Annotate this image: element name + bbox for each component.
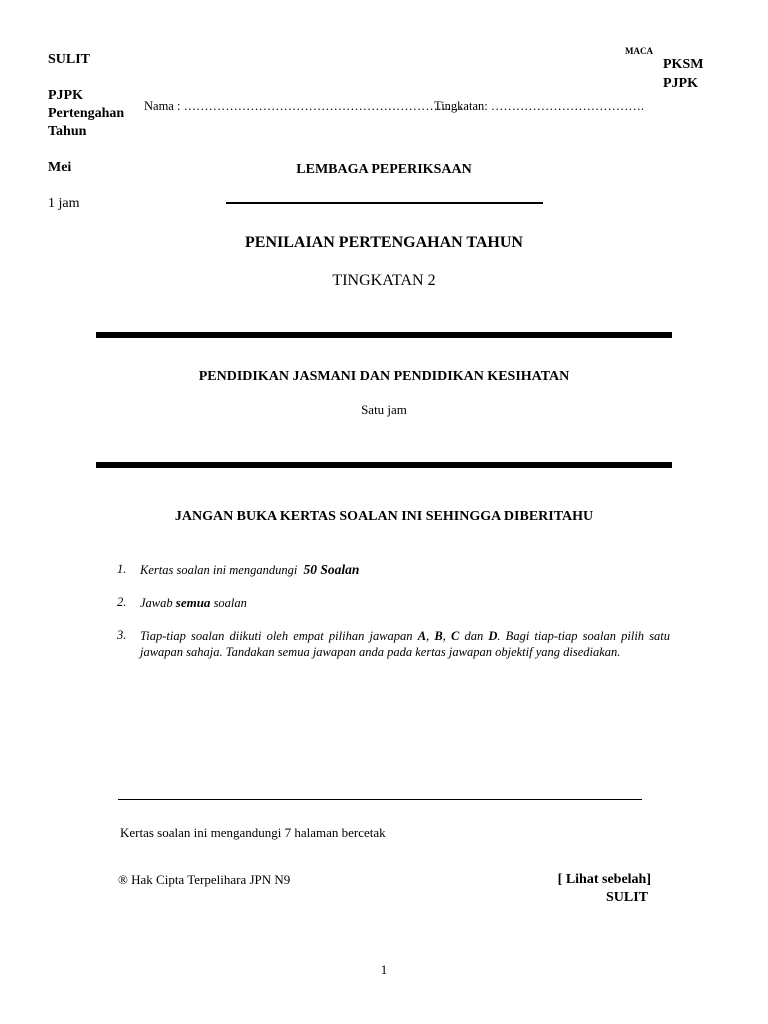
instruction-3-text-b: . Bagi tiap-tiap soalan pilih satu jawapan sahaja. Tandakan semua jawapan anda pada kertas jawapan objektif yang disediakan. — [140, 629, 671, 659]
instruction-3-dan: dan — [464, 629, 484, 643]
maca-label: MACA — [625, 46, 653, 56]
instruction-2-emphasis: semua — [175, 595, 211, 610]
thick-divider-bottom — [96, 462, 672, 468]
footer-divider — [118, 799, 642, 800]
tingkatan-field: Tingkatan: ………………………………. — [434, 99, 644, 113]
month-label: Mei — [48, 160, 72, 175]
sulit-label: SULIT — [48, 52, 91, 67]
instruction-2 — [140, 595, 670, 611]
lembaga-heading: LEMBAGA PEPERIKSAAN — [296, 162, 472, 177]
pjpk-label-left: PJPK — [48, 88, 83, 103]
footer-sulit-label: SULIT — [605, 890, 648, 905]
option-b: B — [434, 629, 443, 643]
option-a: A — [417, 629, 427, 643]
instruction-3: Tiap-tiap soalan diikuti oleh empat pilihan jawapan A, B, C dan D. Bagi tiap-tiap soalan pilih satu jawapan sahaja. Tandakan semua jawapan anda pada kertas jawapan objektif yang disediakan. — [140, 629, 671, 659]
thick-divider-top — [96, 332, 672, 338]
instruction-3-number: 3. — [117, 628, 127, 642]
instruction-3-text-a: Tiap-tiap soalan diikuti oleh empat pilihan jawapan — [140, 629, 413, 643]
pjpk-label-right: PJPK — [663, 76, 698, 91]
tahun-label: Tahun — [48, 124, 87, 139]
warning-text: JANGAN BUKA KERTAS SOALAN INI SEHINGGA DIBERITAHU — [174, 509, 594, 524]
lembaga-underline — [226, 202, 543, 204]
instruction-2-text-b: soalan — [213, 596, 247, 610]
instruction-2-text-a: Jawab — [140, 596, 173, 610]
exam-title: PENILAIAN PERTENGAHAN TAHUN — [245, 234, 523, 251]
pksm-label: PKSM — [663, 57, 704, 72]
instruction-1-number: 1. — [117, 562, 127, 576]
pertengahan-label: Pertengahan — [48, 106, 125, 121]
duration-label: 1 jam — [48, 196, 80, 211]
subject-name: PENDIDIKAN JASMANI DAN PENDIDIKAN KESIHATAN — [198, 369, 570, 384]
nama-field: Nama : …………………………………………………………. — [144, 99, 462, 113]
instruction-2-number: 2. — [117, 595, 127, 609]
lihat-sebelah-label: [ Lihat sebelah] — [557, 872, 651, 887]
instruction-1-text: Kertas soalan ini mengandungi — [140, 563, 298, 577]
instruction-1 — [140, 562, 670, 578]
instruction-1-count: 50 Soalan — [303, 562, 360, 577]
form-title: TINGKATAN 2 — [332, 272, 436, 289]
option-c: C — [450, 629, 460, 643]
option-d: D — [488, 629, 498, 643]
page-count-text: Kertas soalan ini mengandungi 7 halaman bercetak — [120, 825, 386, 840]
subject-time: Satu jam — [361, 402, 407, 417]
page-number: 1 — [380, 962, 388, 977]
copyright-text: ® Hak Cipta Terpelihara JPN N9 — [118, 872, 291, 887]
